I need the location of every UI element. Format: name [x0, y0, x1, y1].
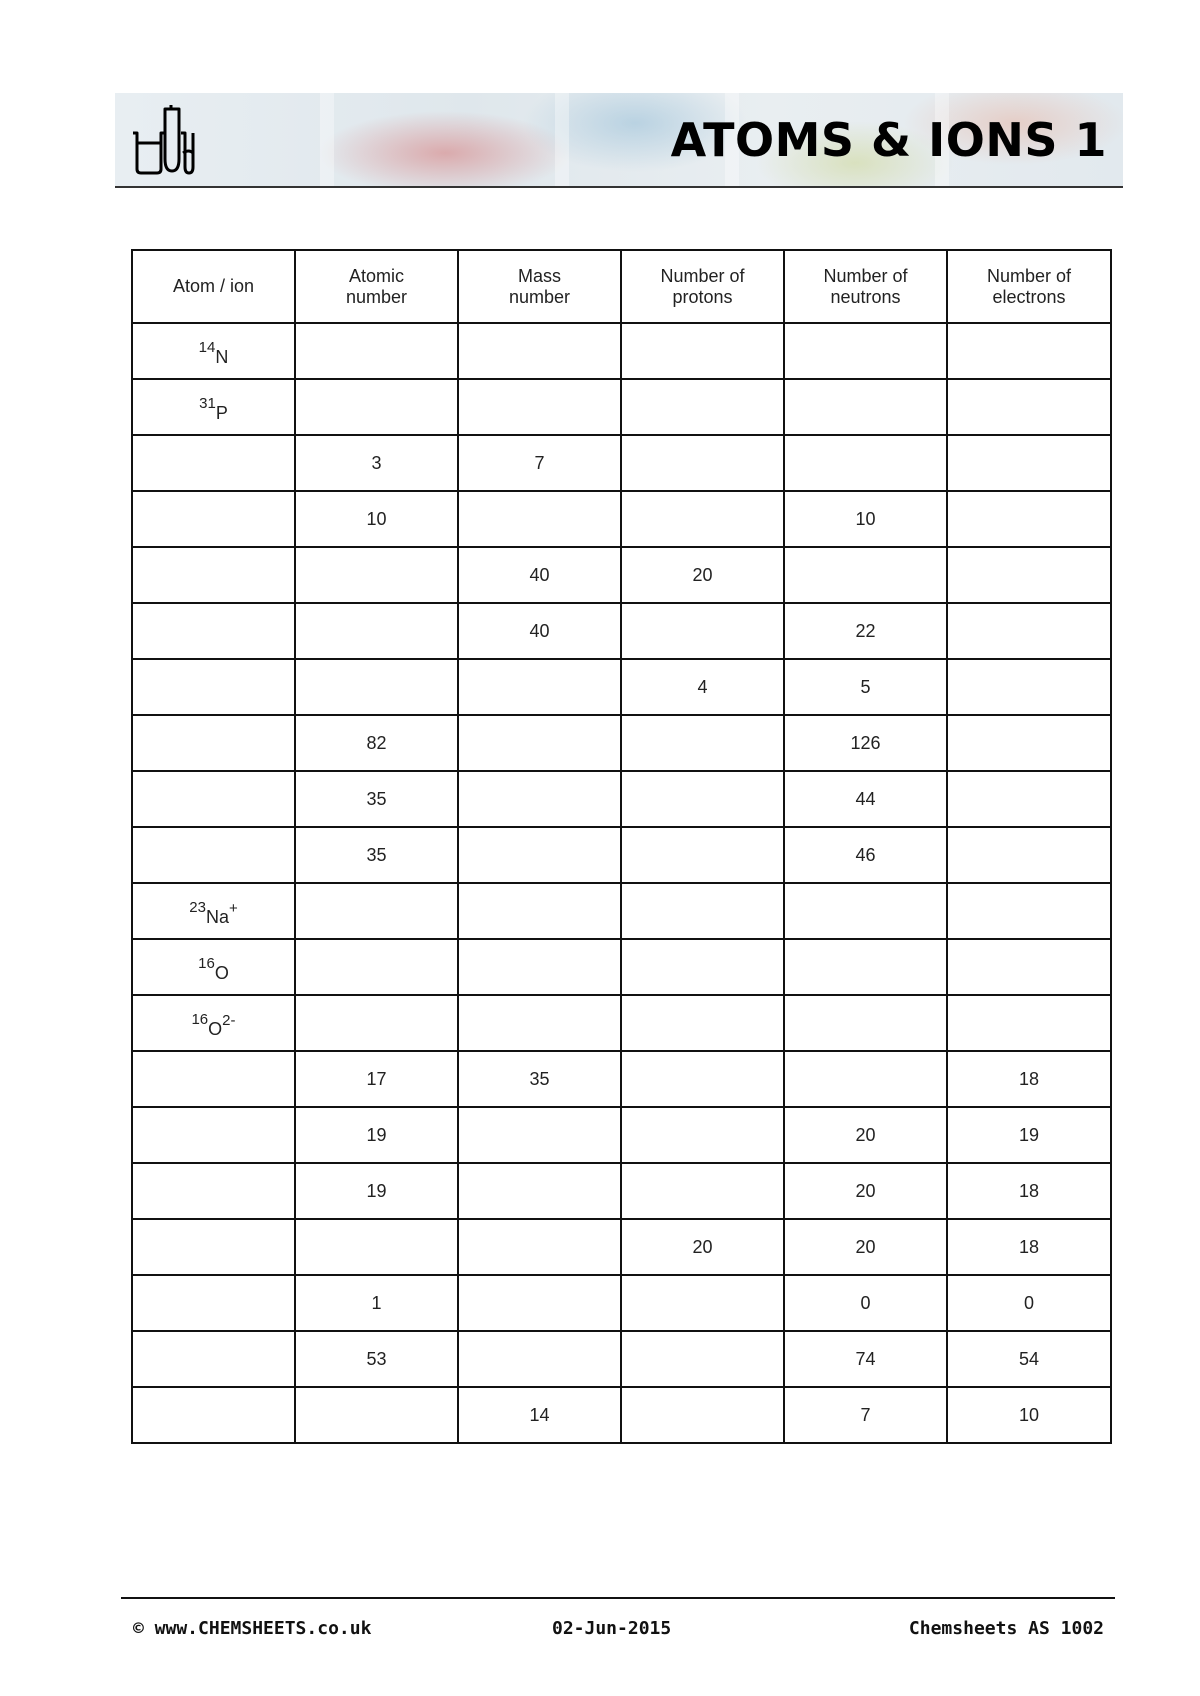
electrons-cell: 18 — [947, 1163, 1111, 1219]
species-cell — [132, 1387, 295, 1443]
mass-number-cell — [458, 827, 621, 883]
electrons-cell — [947, 659, 1111, 715]
protons-cell — [621, 827, 784, 883]
protons-cell — [621, 771, 784, 827]
electrons-cell — [947, 547, 1111, 603]
protons-cell — [621, 1275, 784, 1331]
species-cell — [132, 323, 295, 379]
mass-number-cell — [458, 1275, 621, 1331]
protons-cell: 4 — [621, 659, 784, 715]
table-row — [132, 603, 1111, 659]
electrons-cell — [947, 323, 1111, 379]
atomic-number-cell — [295, 659, 458, 715]
atomic-number-cell — [295, 883, 458, 939]
protons-cell — [621, 883, 784, 939]
element-symbol: N — [215, 346, 229, 367]
table-row — [132, 1163, 1111, 1219]
protons-cell — [621, 939, 784, 995]
electrons-cell: 19 — [947, 1107, 1111, 1163]
lab-glassware-icon — [127, 103, 199, 177]
table-row — [132, 995, 1111, 1051]
neutrons-cell: 20 — [784, 1107, 947, 1163]
atomic-number-cell — [295, 379, 458, 435]
atomic-number-cell: 10 — [295, 491, 458, 547]
table-body — [132, 323, 1111, 1443]
charge-superscript: 2- — [222, 1011, 236, 1029]
neutrons-cell — [784, 323, 947, 379]
table-row — [132, 1275, 1111, 1331]
species-cell — [132, 379, 295, 435]
mass-number-cell: 40 — [458, 603, 621, 659]
electrons-cell — [947, 995, 1111, 1051]
mass-number-cell — [458, 323, 621, 379]
electrons-cell — [947, 435, 1111, 491]
mass-number-cell — [458, 491, 621, 547]
protons-cell — [621, 715, 784, 771]
table-row — [132, 547, 1111, 603]
atoms-ions-table — [131, 249, 1112, 1444]
mass-number-cell — [458, 1107, 621, 1163]
protons-cell: 20 — [621, 1219, 784, 1275]
mass-number-cell: 14 — [458, 1387, 621, 1443]
mass-number-cell — [458, 883, 621, 939]
mass-superscript: 31 — [199, 394, 216, 412]
species-cell — [132, 1051, 295, 1107]
page-title: ATOMS & IONS 1 — [670, 113, 1107, 167]
species-cell — [132, 939, 295, 995]
column-header-mass-number: Mass number — [458, 250, 621, 323]
column-header-atom-ion: Atom / ion — [132, 250, 295, 323]
neutrons-cell — [784, 547, 947, 603]
neutrons-cell — [784, 939, 947, 995]
neutrons-cell: 44 — [784, 771, 947, 827]
atomic-number-cell — [295, 323, 458, 379]
mass-number-cell — [458, 771, 621, 827]
element-symbol: O — [208, 1018, 223, 1039]
protons-cell — [621, 379, 784, 435]
protons-cell — [621, 323, 784, 379]
mass-number-cell — [458, 1331, 621, 1387]
atomic-number-cell — [295, 1219, 458, 1275]
atomic-number-cell: 19 — [295, 1163, 458, 1219]
protons-cell — [621, 1331, 784, 1387]
neutrons-cell: 74 — [784, 1331, 947, 1387]
table-row — [132, 827, 1111, 883]
atomic-number-cell: 17 — [295, 1051, 458, 1107]
header-banner — [115, 93, 1123, 188]
electrons-cell — [947, 715, 1111, 771]
species-cell — [132, 603, 295, 659]
electrons-cell: 0 — [947, 1275, 1111, 1331]
footer-copyright: © www.CHEMSHEETS.co.uk — [133, 1618, 372, 1639]
element-symbol: O — [214, 962, 229, 983]
species-cell — [132, 435, 295, 491]
protons-cell: 20 — [621, 547, 784, 603]
mass-number-cell — [458, 1219, 621, 1275]
species-cell — [132, 715, 295, 771]
neutrons-cell: 46 — [784, 827, 947, 883]
protons-cell — [621, 1163, 784, 1219]
protons-cell — [621, 1107, 784, 1163]
atomic-number-cell: 19 — [295, 1107, 458, 1163]
atomic-number-cell — [295, 1387, 458, 1443]
electrons-cell: 54 — [947, 1331, 1111, 1387]
species-cell — [132, 547, 295, 603]
column-header-electrons: Number of electrons — [947, 250, 1111, 323]
species-cell — [132, 659, 295, 715]
table-row — [132, 771, 1111, 827]
neutrons-cell — [784, 379, 947, 435]
table-row — [132, 939, 1111, 995]
neutrons-cell: 7 — [784, 1387, 947, 1443]
species-cell — [132, 1331, 295, 1387]
electrons-cell — [947, 771, 1111, 827]
mass-number-cell — [458, 1163, 621, 1219]
mass-superscript: 16 — [191, 1010, 209, 1028]
atomic-number-cell — [295, 995, 458, 1051]
neutrons-cell: 20 — [784, 1219, 947, 1275]
atomic-number-cell: 1 — [295, 1275, 458, 1331]
mass-number-cell — [458, 379, 621, 435]
table-row — [132, 1219, 1111, 1275]
protons-cell — [621, 995, 784, 1051]
mass-superscript: 16 — [198, 954, 215, 972]
protons-cell — [621, 491, 784, 547]
electrons-cell — [947, 827, 1111, 883]
table-row — [132, 1387, 1111, 1443]
species-cell — [132, 491, 295, 547]
banner-stripe — [555, 93, 569, 186]
species-cell — [132, 827, 295, 883]
column-header-atomic-number: Atomic number — [295, 250, 458, 323]
electrons-cell — [947, 491, 1111, 547]
mass-number-cell: 35 — [458, 1051, 621, 1107]
element-symbol: P — [215, 402, 228, 423]
mass-number-cell: 40 — [458, 547, 621, 603]
electrons-cell: 18 — [947, 1219, 1111, 1275]
mass-superscript: 23 — [189, 898, 206, 916]
electrons-cell — [947, 379, 1111, 435]
mass-superscript: 14 — [198, 338, 216, 356]
table-row — [132, 1107, 1111, 1163]
neutrons-cell: 22 — [784, 603, 947, 659]
atomic-number-cell: 53 — [295, 1331, 458, 1387]
species-cell — [132, 995, 295, 1051]
table-row — [132, 323, 1111, 379]
table-row — [132, 883, 1111, 939]
protons-cell — [621, 435, 784, 491]
protons-cell — [621, 603, 784, 659]
neutrons-cell — [784, 883, 947, 939]
banner-stripe — [320, 93, 334, 186]
mass-number-cell — [458, 659, 621, 715]
protons-cell — [621, 1051, 784, 1107]
atomic-number-cell: 35 — [295, 827, 458, 883]
mass-number-cell — [458, 995, 621, 1051]
electrons-cell: 10 — [947, 1387, 1111, 1443]
species-cell — [132, 1275, 295, 1331]
table-row — [132, 1051, 1111, 1107]
protons-cell — [621, 1387, 784, 1443]
electrons-cell — [947, 883, 1111, 939]
atomic-number-cell — [295, 603, 458, 659]
footer-divider — [121, 1597, 1115, 1599]
electrons-cell — [947, 603, 1111, 659]
column-header-protons: Number of protons — [621, 250, 784, 323]
mass-number-cell — [458, 939, 621, 995]
atomic-number-cell: 3 — [295, 435, 458, 491]
neutrons-cell: 126 — [784, 715, 947, 771]
table-row — [132, 659, 1111, 715]
table-row — [132, 1331, 1111, 1387]
species-cell — [132, 1107, 295, 1163]
mass-number-cell: 7 — [458, 435, 621, 491]
neutrons-cell: 5 — [784, 659, 947, 715]
electrons-cell: 18 — [947, 1051, 1111, 1107]
mass-number-cell — [458, 715, 621, 771]
neutrons-cell — [784, 995, 947, 1051]
charge-superscript: + — [228, 899, 238, 917]
atomic-number-cell — [295, 547, 458, 603]
species-cell — [132, 771, 295, 827]
neutrons-cell: 10 — [784, 491, 947, 547]
neutrons-cell — [784, 435, 947, 491]
column-header-neutrons: Number of neutrons — [784, 250, 947, 323]
species-cell — [132, 1219, 295, 1275]
table-row — [132, 435, 1111, 491]
atomic-number-cell: 35 — [295, 771, 458, 827]
table-row — [132, 379, 1111, 435]
table-header-row — [132, 250, 1111, 323]
table-row — [132, 715, 1111, 771]
species-cell — [132, 883, 295, 939]
element-symbol: Na — [205, 906, 229, 927]
electrons-cell — [947, 939, 1111, 995]
species-cell — [132, 1163, 295, 1219]
table-row — [132, 491, 1111, 547]
neutrons-cell: 0 — [784, 1275, 947, 1331]
atomic-number-cell — [295, 939, 458, 995]
neutrons-cell — [784, 1051, 947, 1107]
footer-reference: Chemsheets AS 1002 — [908, 1618, 1104, 1639]
neutrons-cell: 20 — [784, 1163, 947, 1219]
atomic-number-cell: 82 — [295, 715, 458, 771]
footer-date: 02-Jun-2015 — [552, 1618, 672, 1639]
